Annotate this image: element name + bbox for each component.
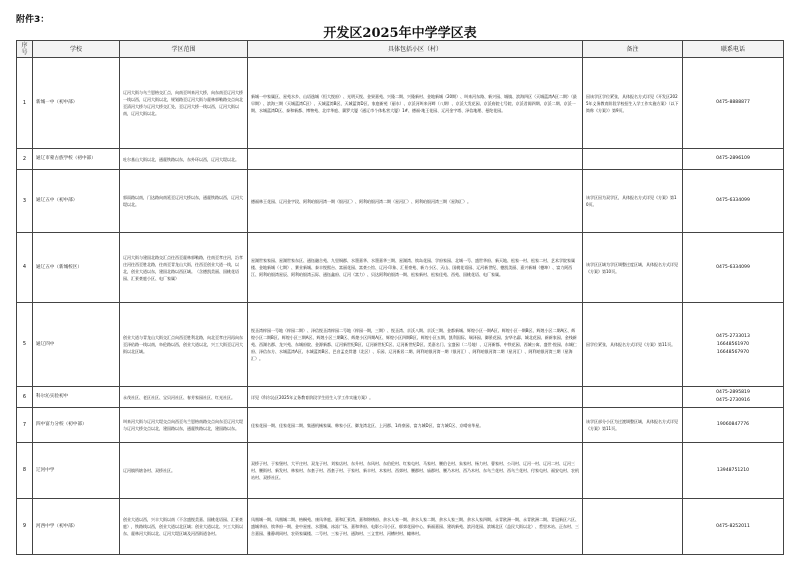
school-name: 新城一中（初中部） — [33, 58, 120, 149]
note: 该学区区域为学区调整过度区域，具体报名方式详见《方案》第10页。 — [583, 233, 683, 303]
communities: 星湖世家家园、星湖世家东区、通钰融合苑、九里铜郡、水墨嘉华、水墨嘉华三期、星湖湾、缤岛花园、学府家园、北城一号、盛世华府、新天地、松家一村、松家二村、艺术学院家属楼、金地新城（七期）、赛业新城、泰丰悦熙台、富丽花园、富豪公馆、辽河·印象、汇景豪苑、新力小区、天山、国桃花语园、辽河新世纪、德凯美丽、嘉兴新城（德坤）、富力阿西江、阿利珀银湾星辰、阿利珀银湾云际、通钰鑫府、辽河（富力）、贝达阿利珀银湾一期、松家新村、松家佳苑、西苑、国桃花语、电厂家属。 — [248, 233, 583, 303]
school-name: 辽河中学 — [33, 443, 120, 499]
note — [583, 387, 683, 408]
school-name: 通辽市蒙古族学校（初中部） — [33, 149, 120, 170]
district-range: 永茂社区、老区社区、宝贝河社区、春芳家园社区、红光社区。 — [120, 387, 248, 408]
communities: 佳家花园一期、佳家花园二期、集通机械家属、韩家小区、御龙湾北区、上河郡、1尚豪园、富力城D区、富力城C区、京晴帝华星。 — [248, 408, 583, 443]
header-no: 序号 — [17, 41, 33, 58]
row-no: 7 — [17, 408, 33, 443]
phone: 13948751210 — [683, 443, 784, 499]
school-name: 四中富力分校（初中部） — [33, 408, 120, 443]
header-row — [17, 41, 784, 58]
row-no: 4 — [17, 233, 33, 303]
phone: 0475-2896109 — [683, 149, 784, 170]
header-phone: 联系电话 — [683, 41, 784, 58]
district-range: 辽河大街与建国北路交汇点往西至霍林郭勒路，往南至孝庄河，沿孝庄河往西至胜北路，往南至青龙山大街，往西至创业大道一线，以北，创业大道以东，建国北路以西区域。（含德凯美丽、国桃花语园、汇景豪庭小区、电厂家属） — [120, 233, 248, 303]
communities — [248, 149, 583, 170]
communities: 详见《科尔沁区2025年义务教育阶段学生招生入学工作实施方案》。 — [248, 387, 583, 408]
district-range: 辽河镇所辖各村、双桥社区。 — [120, 443, 248, 499]
table-row — [17, 58, 784, 149]
table-row — [17, 443, 784, 499]
row-no: 8 — [17, 443, 33, 499]
row-no: 2 — [17, 149, 33, 170]
phone: 0475-2733013 16648561970 16648567970 — [683, 303, 784, 387]
header-communities: 具体包括小区（村） — [248, 41, 583, 58]
phone: 0475-6334099 — [683, 233, 784, 303]
row-no: 9 — [17, 499, 33, 555]
phone: 0475-8252011 — [683, 499, 784, 555]
header-school: 学校 — [33, 41, 120, 58]
table-row — [17, 499, 784, 555]
school-name: 科尔沁实验初中 — [33, 387, 120, 408]
district-range: 辽河大街与乌兰恩格交汇点，向南至叫来河大桥，向东南至辽河大桥一线以西，辽河大街以北，规划路至辽河大街与霍林郭勒路交点向北至清河大桥与辽河大桥交汇处，至辽河大桥一线以西，辽河大街以南，辽河大街以北。 — [120, 58, 248, 149]
note — [583, 149, 683, 170]
table-row — [17, 303, 784, 387]
table-row — [17, 149, 784, 170]
table-row — [17, 170, 784, 233]
row-no: 6 — [17, 387, 33, 408]
district-range: 叫来河大街与辽河大堤交点向西至乌兰恩格南路交点向东至辽河大堤与辽河大桥交点以北，建国路以东，通霍铁路以北，建国路以东。 — [120, 408, 248, 443]
district-range: 吐尔基山大街以北，通霍铁路以东，东外环以西，辽河大堤以北。 — [120, 149, 248, 170]
school-name: 河西中学（初中部） — [33, 499, 120, 555]
school-name: 通辽五中（新城校区） — [33, 233, 120, 303]
school-name: 通辽五中（初中部） — [33, 170, 120, 233]
document-title: 开发区2025年中学学区表 — [323, 26, 477, 41]
communities: 德福林王花园、辽河金字段、阿利珀银河湾一期（银河汇）、阿利珀银河湾二期（星河汇）、阿利珀银河湾三期（星海汇）。 — [248, 170, 583, 233]
table-row — [17, 387, 784, 408]
communities: 新城一中家属区、星苑水乡、山语逸城（恒大悦府）、光明天悦、金果嘉苑、兴隆二期、兴隆新村、金地新城（20期）、叫来河东路、新兴园、城镇、滨海四区（天城蓝湾A区二期）（最早期）、滨海三期（天城蓝湾C区）、天城蓝湾B区、天城蓝湾D区、家庭新苑（丽水）、京沃河叫来河畔（八期）、京沃大发花园、京沃府院七号院、京沃君阁四期、京沃二期、京沃一期、水城蓝湾D区、泰和新都、博物苑、北岸华庭、冀罗大厦（通辽市个体私营大厦）1#、德福·地王花园、辽河金字塔、泽信地理、曼陀花园。 — [248, 58, 583, 149]
row-no: 3 — [17, 170, 33, 233]
row-no: 1 — [17, 58, 33, 149]
table-row — [17, 408, 784, 443]
header-range: 学区范围 — [120, 41, 248, 58]
table-row — [17, 233, 784, 303]
note — [583, 443, 683, 499]
note: 该学区因为双学区，具体报名方式详见《方案》第10页。 — [583, 170, 683, 233]
district-range: 创业大道以西，兴丰大街以南（不含盛悦美嘉、国桃花语园、汇景豪庭），铁路线以西，创业大道以北区域；创业大道以北、兴工大街以东、霍林河大街以北、辽河大堤区域及河西街道各村。 — [120, 499, 248, 555]
phone: 0475-8888877 — [683, 58, 784, 149]
school-name: 通辽四中 — [33, 303, 120, 387]
communities: 双桥子村、于家堡村、大平庄村、双龙子村、刘家店村、东升村、东风村、东伯伦村、红家屯村、马家村、腰伯仑村、朱家村、杨力村、曹家村、公司村、辽河一村、辽河二村、辽河三村、腰街村、新发村、林家村、东套子村、西套子村、于家村、新丰村、木家村、西郊村、腰郡村、庙郡村、腰乃木村、西乃木村、东乌兰花村、西乌兰花村、付家屯村、福安屯村、农机站村、双桥社区。 — [248, 443, 583, 499]
row-no: 5 — [17, 303, 33, 387]
school-district-table — [16, 40, 784, 555]
note: 因该学区学位紧张，具体报名方式详见《开发区2025年义务教育阶段学校招生入学工作实施方案》（以下简称《方案》）第9页。 — [583, 58, 683, 149]
header-note: 备注 — [583, 41, 683, 58]
note: 因学位紧张，具体报名方式详见《方案》第11页。 — [583, 303, 683, 387]
phone: 0475-6334099 — [683, 170, 784, 233]
note: 该学区部分小区为过渡调整区域，具体报名方式详见《方案》第11页。 — [583, 408, 683, 443]
district-range: 郭雨路以南，门达路向南延至辽河大桥以东，通霍铁路以西，辽河大堤以北。 — [120, 170, 248, 233]
phone: 19060847776 — [683, 408, 784, 443]
communities: 悦圣湾梓园一号地（梓园二期）、泽信悦圣湾梓园二号地（梓园一期，三期）、悦圣湾、京沃八期、京沃三期、金都新城、辉煌小区一期A区、辉煌小区一期B区、辉煌小区二期A区、辉煌小区二期B区、辉煌小区三期A区、辉煌小区三期B区、辉煌小区四期A区、辉煌小区四期B区、辉煌小区五期、凯利国际、瑞泽园、御景花园、安华名邸、城北花园、新新家园、金栈新苑、西湖名郡、龙兴苑、东城府院、金源新都、辽河新世纪B区、辽河新世纪C区、辽河新世纪D区、美嘉名门、宝盛园（二号地）、辽河新都、中铁花园、西城公寓、盛世·悦园、东城仁府、泽信东方、水城蓝湾A区、水城蓝湾B区、巴音孟克骨港（北区）、乐园、辽河新居二期、阿利珀银河湾一期（银河汇）、阿利珀银河湾二期（星河汇）、阿利珀银河湾三期（星海汇）。 — [248, 303, 583, 387]
phone: 0475-2895819 0475-2730916 — [683, 387, 784, 408]
note — [583, 499, 683, 555]
attachment-label: 附件3： — [16, 15, 50, 25]
communities: 凤凰城一期、凤凰城二期、格桐苑、康凤华庭、嘉和汇景湾、嘉和锦绣府、余水人家一期、余水人家二期、余水人家三期、余水人家四期、永青欧洲一期、永青欧洲二期、青冠新区六区、盛城华府、缤华府一期、金中星座、水墨城、冰冻广场、嘉和华府、电影公司小区、郁郊花园中心、新福嘉园、建筑新苑、滨河花园、滨城北区（益民大街以北）、哲里木站、正东村、三合嘉园、雅静胡同村、农资家属楼、二号村、三家子村、通海村、三义堂村、河槽村村、幢林村。 — [248, 499, 583, 555]
district-range: 创业大道与青龙山大街交汇点向西至胜利北路，向北至孝庄河再向东至泽佑路一线以南，阜伦路以西，创业大道以北，兴工大街至辽河大街以北区域。 — [120, 303, 248, 387]
